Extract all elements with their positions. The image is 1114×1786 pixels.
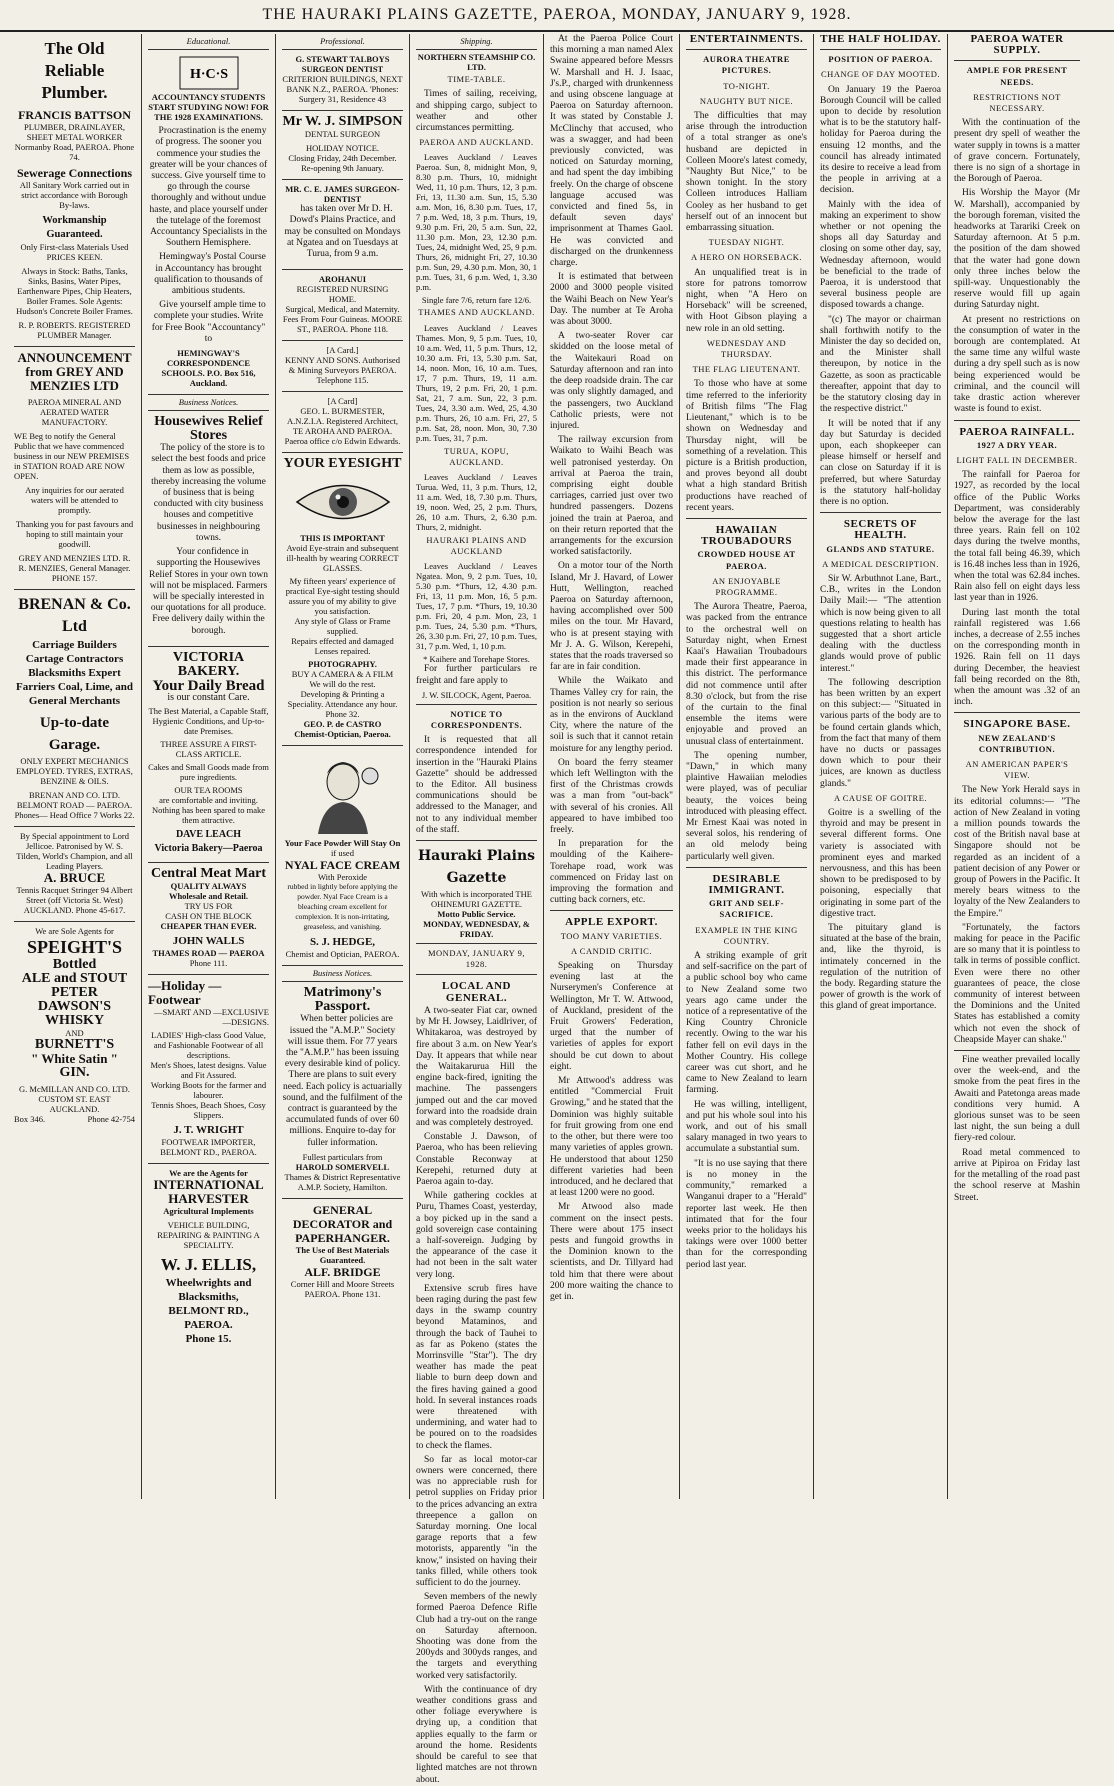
kenny-card: [A Card.] [326, 345, 359, 356]
announcement-heading: ANNOUNCEMENT from GREY AND MENZIES LTD [17, 350, 132, 393]
agents-text: We are the Agents for [169, 1167, 248, 1178]
enjoyable-heading: AN ENJOYABLE PROGRAMME. [712, 575, 781, 597]
housewives-text: The policy of the store is to select the best foods and price them as low as possible, thereby increasing the volume of business that is being conducted with city business houses and competitive businesses in neighbouring towns. [151, 443, 266, 543]
hcs-text: H·C·S [189, 67, 228, 83]
castro-name: GEO. P. de CASTRO [303, 719, 382, 730]
inquiries-text: Any inquiries for our aerated waters will be attended to promptly. [25, 485, 124, 515]
workmanship-text: Only First-class Materials Used PRICES KEEN. [20, 242, 129, 262]
singapore-heading: SINGAPORE BASE. [963, 718, 1071, 731]
position-heading: POSITION OF PAEROA. [828, 54, 933, 65]
mineral-text: PAEROA MINERAL AND AERATED WATER MANUFACTORY. [27, 397, 122, 427]
simpson-ad [282, 111, 403, 180]
accountancy-heading: ACCOUNTANCY STUDENTS START STUDYING NOW! FOR THE 1928 EXAMINATIONS. [148, 92, 269, 123]
hedge-lines: Chemist and Optician, PAEROA. [285, 949, 400, 960]
divider-12 [954, 420, 1080, 421]
tea-text: are comfortable and inviting. Nothing has been spared to make them attractive. [151, 794, 266, 825]
photography-heading: PHOTOGRAPHY. [308, 659, 377, 670]
tuesday-heading: TUESDAY NIGHT. [708, 237, 785, 248]
peroxide-text: With Peroxide [318, 872, 367, 883]
general-decorator: GENERAL DECORATOR and PAPERHANGER. [292, 1202, 393, 1245]
matrimony-heading: Matrimony's Passport. [303, 985, 382, 1015]
fullest-text: Fullest particulars from [302, 1151, 383, 1162]
motto-text: Motto Public Service. [437, 909, 516, 920]
tennis-text: Tennis Shoes, Beach Shoes, Cosy Slippers. [151, 1099, 266, 1120]
water-text-1: With the continuation of the present dry spell of weather the water supply in towns is a matter of grave concern. Fortunately, there is no sign of a shortage in the Borough of Paeroa. [954, 118, 1080, 185]
divider-9 [820, 49, 941, 50]
holiday-notice: HOLIDAY NOTICE. [305, 143, 380, 154]
apple-text-3: Mr Atwood also made comment on the insect pests. There were about 175 insect pests and fungoid growths in the Dominion known to the scientists, and Dr. Tillyard had told him that there were about 200 more waiting the chance to get in. [550, 1202, 673, 1302]
masthead [0, 0, 1114, 32]
kaihere-note: * Kaihere and Torehape Stores. [423, 654, 530, 665]
workmanship-heading: Workmanship Guaranteed. [42, 215, 107, 240]
times-text: Times of sailing, receiving, and shipping cargo, subject to weather and other circumstances permitting. [416, 89, 537, 134]
road-metal-text: Road metal commenced to arrive at Pipiroa on Friday last for the metalling of the road past the school reserve at Mashin Street. [954, 1147, 1080, 1203]
avoid-text: Avoid Eye-strain and subsequent ill-health by wearing CORRECT GLASSES. [286, 543, 399, 574]
ta-schedule: Leaves Auckland / Leaves Thames. Mon, 9, 5 p.m. Tues, 10, 10 a.m. Wed, 11, 5 p.m. Thurs, 12, 10.30 a.m. Fri, 13, 5.30 p.m. Sat, 14, noon. Mon, 16, 10 a.m. Tues, 17, 7 p.m. Thurs, 19, 11 a.m. Thurs, 19, 2 p.m. Fri, 20, 1 p.m. Sat, 21, 7 a.m. Sun, 22, 3 p.m. Tues, 24, 3.30 a.m. Wed, 25, 4.30 p.m. Thurs, 26, 10 a.m. Fri, 27, 5 p.m. Sat, 28, noon. Mon, 30, 7.30 p.m. Tues, 31, 7 p.m. [416, 322, 537, 443]
ha-schedule: Leaves Auckland / Leaves Ngatea. Mon, 9, 2 p.m. Tues, 10, 5.30 p.m. *Thurs, 12, 4.30 p.m. Fri, 13, 11 p.m. Mon, 16, 5 p.m. Tues, 17, 7 p.m. *Thurs, 19, 10.30 p.m. Fri, 20, 4 p.m. Mon, 23, 1 p.m. Tues, 24, 5.30 p.m. *Thurs, 26, 3.30 p.m. Fri, 27, 10 p.m. Tues, 31, 7 p.m. Wed, 1, 10 p.m. [416, 561, 537, 652]
repairs-text: Repairs effected and damaged Lenses repaired. [291, 636, 394, 657]
talboys-ad [282, 50, 403, 111]
dry-year-heading: 1927 A DRY YEAR. [976, 439, 1058, 450]
international-harvester: INTERNATIONAL HARVESTER [153, 1176, 264, 1206]
tea-heading: OUR TEA ROOMS [174, 784, 243, 795]
sewerage-heading: Sewerage Connections [17, 166, 132, 180]
example-heading: EXAMPLE IN THE KING COUNTRY. [695, 924, 798, 946]
notice-text: It is requested that all correspondence intended for insertion in the "Hauraki Plains Gazette" should be addressed to the Editor. All business communications should be addressed to the Manager, and not to any individual member of the staff. [416, 735, 537, 835]
section-business-2: Business Notices. [282, 966, 403, 982]
tk-schedule: Leaves Auckland / Leaves Turua. Wed, 11, 3 p.m. Thurs, 12, 11 a.m. Wed, 18, 7.30 p.m. Thurs, 19, noon. Wed, 25, 2 p.m. Thurs, 26, 10 a.m. Thurs, 2, 6.30 p.m. Thurs, 2, midnight. [416, 472, 537, 533]
arohanui-name: AROHANUI [318, 274, 367, 285]
excursion-text: The railway excursion from Waikato to Waihi Beach was well patronised yesterday. On arrival at Paeroa the train, comprising eight double carriages, carried just over two hundred passengers. Dozens joined the train at Paeroa, and on their return reported that the arrangements for the excursion worked satisfactorily. [550, 435, 673, 558]
column-8 [948, 34, 1086, 1499]
holiday-footwear: —Holiday —Footwear [148, 977, 222, 1007]
eye-illustration [293, 475, 393, 529]
white-satin-text: " White Satin " [31, 1051, 118, 1066]
cheaper-text: CHEAPER THAN EVER. [160, 920, 257, 931]
constant-care: is our constant Care. [167, 691, 250, 703]
column-5 [544, 34, 680, 1499]
light-heading: LIGHT FALL IN DECEMBER. [956, 454, 1078, 465]
surgical-text: Surgical, Medical, and Maternity. Fees From Four Guineas. MOORE ST., PAEROA. Phone 118. [282, 304, 403, 335]
peter-text: PETER DAWSON'S [37, 985, 112, 1014]
closing-text: Closing Friday, 24th December. Re-opening 9th January. [288, 153, 397, 174]
half-text-2: Mainly with the idea of making an experiment to show whether or not opening the shops all day Saturday and closing on some other day, say, Wednesday afternoon, would be beneficial to the trade of Paeroa, it is understood that several business people are disposed towards a change. [820, 199, 941, 311]
rainfall-text-1: The rainfall for Paeroa for 1927, as recorded by the local office of the Public Works Department, was considerably below the average for the last three years. Rain fell on 102 days during the twelve months, the total fall being 46.39, which is 16.48 inches less than in 1926, when the total was 62.84 inches. Rain also fell on eight days less last year than in 1926. [954, 470, 1080, 604]
column-1 [8, 34, 142, 1499]
secrets-text-1: Sir W. Arbuthnot Lane, Bart., C.B., writes in the London Daily Mail:— "The attention which is now being given to all questions relating to health has suggested that a short article dealing with the ductless glands would prove of public interest." [820, 573, 941, 674]
ladies-text: LADIES' High-class Good Value, and Fashionable Footwear of all descriptions. [151, 1029, 266, 1060]
postal-text: Hemingway's Postal Course in Accountancy has brought qualification to thousands of ambitious students. [154, 252, 266, 297]
single-fare: Single fare 7/6, return fare 12/6. [421, 295, 532, 306]
eyesight-heading: YOUR EYESIGHT [283, 456, 402, 472]
divider-10 [820, 512, 941, 513]
divider-5 [550, 910, 673, 911]
james-ad [282, 180, 403, 270]
plumber-title: The Old Reliable Plumber. [41, 39, 108, 102]
silcock-sig: J. W. SILCOCK, Agent, Paeroa. [421, 689, 532, 700]
paeroa-auckland: PAEROA AND AUCKLAND. [419, 137, 534, 148]
lady-illustration [298, 754, 388, 834]
ample-heading: AMPLE FOR PRESENT NEEDS. [966, 65, 1068, 87]
best-material: The Best Material, a Capable Staff, Hygienic Conditions, and Up-to-date Premises. [148, 705, 269, 736]
burmester-ad [282, 392, 403, 453]
thames-road: THAMES ROAD — PAEROA [152, 947, 265, 958]
thanking-text: Thanking you for past favours and hoping to still maintain your goodwill. [15, 519, 134, 549]
flag-heading: THE FLAG LIEUTENANT. [692, 364, 801, 375]
water-heading: PAEROA WATER SUPPLY. [970, 33, 1064, 57]
hcs-logo [179, 56, 239, 90]
naughty-heading: NAUGHTY BUT NICE. [699, 95, 794, 106]
rover-text: A two-seater Rover car skidded on the loose metal of the Waitekauri Road on Saturday afternoon and ran into the deep roadside drain. The car was only slightly damaged, and the passengers, two Auckland Catholic priests, were not injured. [550, 331, 673, 431]
thames-auckland: THAMES AND AUCKLAND. [418, 307, 535, 318]
thames-rep: Thames & District Representative A.M.P. Society, Hamilton. [284, 1171, 401, 1192]
local-heading: LOCAL AND GENERAL. [442, 980, 511, 1004]
victoria-bakery-sig: Victoria Bakery—Paeroa [154, 842, 263, 854]
eyesight-ad [282, 453, 403, 746]
bridge-address: Corner Hill and Moore Streets PAEROA. Phone 131. [290, 1278, 395, 1299]
section-professional: Professional. [282, 34, 403, 50]
simpson-title: DENTAL SURGEON [304, 129, 381, 140]
crowded-heading: CROWDED HOUSE AT PAEROA. [697, 549, 796, 571]
mens-text: Men's Shoes, latest designs. Value and Fit Assured. [150, 1059, 267, 1080]
cakes-text: Cakes and Small Goods made from pure ingredients. [148, 761, 269, 782]
half-text-1: On January 19 the Paeroa Borough Council will be called upon to decide by resolution what is to be the statutory half-holiday for Paeroa during the ensuing 12 months, and the council has already intimated its desire to receive a lead from the people in arriving at a decision. [820, 84, 941, 196]
road-text: In preparation for the moulding of the Kaihere-Torehape road, work was commenced on Friday last on improving the formation and cutting back corners, etc. [550, 839, 673, 906]
hero-text: An unqualified treat is in store for patrons tomorrow night, when "A Hero on Horseback" will be screened, with Hoot Gibson playing a new role in an old setting. [686, 267, 807, 334]
singapore-text-2: "Fortunately, the factors making for peace in the Pacific are so many that it is pointless to talk in terms of possible conflict. Even were there no other guarantees of peace, the close community of interest between the Dominions and the United States has established a comity which not even the shock of Cheapside Mayer can shake." [954, 922, 1080, 1045]
buy-text: BUY A CAMERA & A FILM [291, 669, 394, 680]
we-beg-text: WE Beg to notify the General Public that we have commenced business in our NEW PREMISES in STATION ROAD ARE NOW OPEN. [14, 431, 130, 481]
meat-ad [148, 863, 269, 975]
change-heading: CHANGE OF DAY MOOTED. [821, 69, 940, 80]
smart-designs: —SMART AND —EXCLUSIVE —DESIGNS. [153, 1006, 269, 1027]
secrets-heading: SECRETS OF HEALTH. [843, 518, 918, 542]
bottled-text: Bottled [52, 957, 97, 972]
style-text: Any style of Glass or Frame supplied. [294, 616, 391, 637]
ale-text: ALE and STOUT [21, 971, 128, 986]
divider-6 [686, 49, 807, 50]
gin-text: GIN. [59, 1065, 90, 1080]
powder-text: Your Face Powder Will Stay On [284, 838, 401, 849]
half-text-4: It will be noted that if any day but Saturday is decided upon, each shopkeeper can please himself or herself and can close on Saturday if it is preferred, but where Saturday is the statutory half-holiday there is no option. [820, 418, 941, 507]
goitre-text-2: The pituitary gland is situated at the base of the brain, and, like the thyroid, is intimately concerned in the regulation of the nutrition of the body. Regarding stature the power of growth is the work of this gland of great importance. [820, 923, 941, 1012]
hawaiian-text-2: The opening number, "Dawn," in which many plaintive Hawaiian melodies were played, was of peculiar beauty, the voices being introduced with pleasing effect. Mr Ernest Kaai was noted in several solos, his rendering of an old melody being particularly well given. [686, 750, 807, 862]
water-text-2: His Worship the Mayor (Mr W. Marshall), accompanied by the borough foreman, visited the headworks at Tarariki Creek on Saturday afternoon. At 5 p.m. the position of the dam showed that the water had gone down only three inches below the spill-way. Unquestionably the reserve would fill up again during Saturday night. [954, 188, 1080, 311]
and-text: AND [65, 1028, 84, 1038]
rain-text: While the Waikato and Thames Valley cry for rain, the position is not nearly so serious as in the environs of Auckland City, where the nature of the soil is such that it cannot retain moisture for any lengthy period. [550, 676, 673, 754]
bruce-intro: By Special appointment to Lord Jellicoe. Patronised by W. S. Tilden, World's Champion, and all Leading Players. [16, 831, 133, 871]
box-text: Box 346. [14, 1114, 46, 1124]
garage-text: ONLY EXPERT MECHANICS EMPLOYED. TYRES, EXTRAS, BENZINE & OILS. [16, 756, 133, 786]
speights-intro: We are Sole Agents for [35, 926, 114, 936]
we-do-text: We will do the rest. [309, 679, 376, 690]
burmester-text: GEO. L. BURMESTER, A.N.Z.I.A. Registered Architect, TE AROHA AND PAEROA. Paeroa office c/o Edwin Edwards. [284, 406, 401, 447]
desirable-heading: DESIRABLE IMMIGRANT. [708, 872, 785, 897]
naughty-text: The difficulties that may arise through the introduction of a total stranger as one's husband are depicted in Colleen Moore's latest comedy, "Naughty But Nice," to be shown tonight. In the story Colleen introduces Halliam Cooley as her husband to get herself out of an innocent but embarrassing situation. [686, 111, 807, 234]
divider-13 [954, 712, 1080, 713]
footwear-ad [148, 975, 269, 1164]
aurora-heading: AURORA THEATRE PICTURES. [703, 54, 790, 76]
bruce-ad [14, 827, 135, 922]
local-text-2: Constable J. Dawson, of Paeroa, who has been relieving Constable Reconway at Kerepehi, returned duty at Paeroa again to-day. [416, 1132, 537, 1187]
try-text: TRY US FOR [184, 900, 233, 911]
kenny-text: KENNY AND SONS. Authorised & Mining Surveyors PAEROA. Telephone 115. [285, 355, 400, 386]
motor-tour-text: On a motor tour of the North Island, Mr J. Havard, of Lower Hutt, Wellington, reached Paeroa on Saturday afternoon, having accomplished over 500 miles on the tour. Mr Havard, who is at present staying with Mr J. A. G. Wilson, Kerepehi, states that the roads traversed so far are in fair condition. [550, 561, 673, 673]
entertainments-heading: ENTERTAINMENTS. [689, 33, 804, 45]
stock-text: Always in Stock: Baths, Tanks, Sinks, Basins, Water Pipes, Earthenware Pipes, Chip Heaters, Boiler Frames. Sole Agents: Hudson's Concrete Boiler Frames. [16, 266, 133, 316]
divider-2 [416, 840, 537, 841]
housewives-text-2: Your confidence in supporting the Housewives Relief Stores in your own town will not be misplaced. Farmers will be specially interested in our quotations for all produce. Free delivery daily within the borough. [148, 547, 268, 636]
agricultural-text: Agricultural Implements [163, 1205, 254, 1216]
nyal-name: NYAL FACE CREAM [284, 858, 401, 873]
hedge-name: S. J. HEDGE, [309, 936, 376, 949]
wheelwrights-text: Wheelwrights and Blacksmiths, [165, 1276, 252, 1303]
simpson-name: Mr W. J. SIMPSON [282, 114, 403, 130]
half-text-3: "(c) The mayor or chairman shall forthwith notify to the Minister the day so decided on, and the Minister shall thereupon, by notice in the Gazette, as soon as practicable thereafter, appoint that day to be the statutory closing day in the respective district." [820, 314, 941, 415]
divider-11 [954, 60, 1080, 61]
local-text-7: With the continuance of dry weather conditions grass and other foliage everywhere is drying up, a condition that applies equally to the farm or around the home. Residents should be careful to see that lighted matches are not thrown about. [416, 1684, 537, 1785]
grit-heading: GRIT AND SELF-SACRIFICE. [709, 898, 784, 920]
bakery-ad [148, 647, 269, 863]
rainfall-heading: PAEROA RAINFALL. [959, 425, 1075, 438]
working-text: Working Boots for the farmer and labourer. [150, 1079, 267, 1100]
varieties-heading: TOO MANY VARIETIES. [560, 930, 663, 941]
column-2 [142, 34, 276, 1499]
housewives-heading: Housewives Relief Stores [154, 414, 263, 444]
speights-name: SPEIGHT'S [26, 937, 123, 957]
procrastination-text: Procrastination is the enemy of progress. The sooner you commence your studies the greater will be your chances of success. Give yourself time to go through the course thoroughly and without undue haste, and place yourself under the tutelage of the foremost Accountancy Specialists in the Southern Hemisphere. [149, 126, 268, 249]
chemist-text: Chemist-Optician, Paeroa. [294, 729, 391, 740]
housewives-ad [148, 411, 269, 646]
dave-leach: DAVE LEACH [175, 828, 242, 840]
burmester-card: [A Card] [327, 396, 358, 407]
section-educational: Educational. [148, 34, 269, 50]
tonight-heading: TO-NIGHT. [723, 80, 770, 91]
ellis-ad [148, 1164, 269, 1352]
hemingway-address: HEMINGWAY'S CORRESPONDENCE SCHOOLS. P.O. Box 516, Auckland. [161, 348, 256, 389]
garage-heading: Up-to-date Garage. [39, 715, 110, 753]
three-assure: THREE ASSURE A FIRST-CLASS ARTICLE. [160, 738, 257, 759]
timetable-heading: TIME-TABLE. [447, 74, 506, 85]
local-text-5: So far as local motor-car owners were concerned, there was no appreciable rush for petrol supplies on Friday prior to the prices advancing an extra threepence a gallon on Saturday morning. One local garage reports that a few motorists, apparently "in the know," insisted on having their tanks filled, while others took sufficient to do the journey. [416, 1454, 537, 1589]
developing-text: Developing & Printing a Speciality. Attendance any hour. Phone 32. [287, 689, 398, 720]
victoria-heading: VICTORIA BAKERY. [172, 649, 245, 679]
candid-heading: A CANDID CRITIC. [571, 945, 652, 956]
divider-8 [686, 867, 807, 868]
daily-bread: Your Daily Bread [152, 677, 265, 694]
quality-text: QUALITY ALWAYS [170, 880, 247, 891]
nursing-home: REGISTERED NURSING HOME. [296, 284, 389, 305]
glands-heading: GLANDS AND STATURE. [826, 543, 935, 554]
apple-heading: APPLE EXPORT. [565, 916, 658, 929]
goitre-heading: A CAUSE OF GOITRE. [833, 792, 928, 803]
vehicle-text: VEHICLE BUILDING, REPAIRING & PAINTING A SPECIALITY. [157, 1219, 260, 1250]
turua-kopu: TURUA, KOPU, AUCKLAND. [444, 445, 509, 467]
phone-text: Phone 42-754 [87, 1114, 135, 1124]
burnetts-text: BURNETT'S [34, 1037, 115, 1052]
column-7 [814, 34, 948, 1499]
nyal-ad [282, 746, 403, 966]
dateline: MONDAY, JANUARY 9, 1928. [427, 948, 525, 970]
talboys-name: G. STEWART TALBOYS SURGEON DENTIST [295, 54, 390, 75]
ferry-text: On board the ferry steamer which left Wellington with the first of the Christmas crowds was a man from "out-back" with several of his cronies. All appeared to have imbibed too freely. [550, 757, 673, 836]
desirable-text-1: A striking example of grit and self-sacrifice on the part of a public school boy who came to New Zealand some two years ago came under the notice of a representative of the King Country Chronicle recently. Owing to the war his father fell on evil days in the Mother Country. His college career was cut short, and he came to New Zealand to learn farming. [686, 951, 807, 1096]
singapore-text-1: The New York Herald says in its editorial columns:— "The action of New Zealand in voting a million pounds towards the cost of the British naval base at Singapore should not be regarded as an incident of a patient decision of any Power or group of Powers in the Pacific. It merely bears witness to the loyalty of the New Zealanders to the Empire." [954, 785, 1080, 919]
goitre-text-1: Goitre is a swelling of the thyroid and may be present in several different forms. One variety is associated with prominent eyes and marked nervousness, and this has been shown to be predisposed to by poisoning, especially that originating in some part of the digestive tract. [820, 808, 941, 919]
speights-ad [14, 922, 135, 1130]
gazette-title: Hauraki Plains Gazette [417, 848, 536, 887]
plumber-lines: PLUMBER, DRAINLAYER, SHEET METAL WORKER Normanby Road, PAEROA. Phone 74. [14, 122, 135, 162]
rainfall-text-2: During last month the total rainfall registered was 1.66 inches, a decrease of 2.55 inches on the corresponding month in 1926. Rain fell on 11 days during December, the heaviest fall being recorded on the 8th, when the amount was .32 of an inch. [954, 607, 1080, 708]
local-text-6: Seven members of the newly formed Paeroa Defence Rifle Club had a try-out on the range on Saturday afternoon. Shooting was done from the 200yds and 300yds ranges, and the targets and everything worked very satisfactorily. [416, 1592, 537, 1681]
section-business: Business Notices. [148, 395, 269, 411]
fee-text: Give yourself ample time to complete your studies. Write for Free Book "Accountancy" to [151, 300, 266, 344]
use-best: The Use of Best Materials Guaranteed. [295, 1244, 390, 1265]
wholesale-text: Wholesale and Retail. [168, 890, 249, 901]
medical-heading: A MEDICAL DESCRIPTION. [822, 558, 939, 569]
john-walls: JOHN WALLS [172, 934, 245, 947]
desirable-text-3: "It is no use saying that there is no money in the community," remarked a Wanganui draper to a "Herald" reporter last week. He then intimated that for the four weeks prior to the holidays his takings were over 1000 better than for the corresponding period last year. [686, 1158, 807, 1270]
divider-4 [416, 974, 537, 975]
somervell-name: HAROLD SOMERVELL [295, 1161, 390, 1172]
days-text: MONDAY, WEDNESDAY, & FRIDAY. [423, 919, 530, 940]
kenny-ad [282, 341, 403, 392]
apple-text-1: Speaking on Thursday evening last at the Nurserymen's Conference at Wellington, Mr T. W. Attwood, of Auckland, president of the Fruit Growers' Federation, urged that the number of varieties of apples for export should be cut down to about eight. [550, 961, 673, 1072]
local-text-4: Extensive scrub fires have been raging during the past few days in the swamp country beyond Mataminos, and through the back of Tauhei to as far as Pokeno (states the Morrinsville "Star"). The dry weather has made the peat liable to burn deep down and the fires having gained a good hold. In several instances roads were threatened with undermining, and water had to be poured on to the roadsides to check the flames. [416, 1283, 537, 1451]
sewerage-text: All Sanitary Work carried out in strict accordance with Borough By-laws. [19, 180, 130, 210]
meat-phone: Phone 111. [189, 957, 228, 968]
important-text: THIS IS IMPORTANT [300, 533, 385, 544]
incorporated-text: With which is incorporated THE OHINEMURI GAZETTE. [421, 889, 532, 910]
meat-heading: Central Meat Mart [150, 865, 267, 881]
half-holiday-heading: THE HALF HOLIDAY. [820, 33, 941, 45]
divider-7 [686, 518, 807, 519]
local-text-1: A two-seater Fiat car, owned by Mr H. Jowsey, Laidlriver, of Whitakaroa, was destroyed by fire about 3 a.m. on New Year's Day. It appears that while near the Waitakarurua Hill the engine back-fired, igniting the machine. The passengers jumped out and the car moved forward into the roadside drain and was completely destroyed. [416, 1005, 537, 1128]
bruce-lines: Tennis Racquet Stringer 94 Albert Street (off Victoria St. West) AUCKLAND. Phone 45-617. [16, 885, 133, 915]
divider-3 [416, 943, 537, 944]
northern-heading: NORTHERN STEAMSHIP CO. LTD. [417, 52, 536, 73]
column-4 [410, 34, 544, 1785]
wright-name: J. T. WRIGHT [173, 1123, 244, 1136]
james-text: has taken over Mr D. H. Dowd's Plains Practice, and may be consulted on Mondays at Ngatea and on Tuesdays at Turua, from 9 a.m. [284, 204, 401, 260]
mcmillan-contact [14, 1114, 135, 1124]
brenan-lines: Carriage Builders Cartage Contractors Blacksmiths Expert Farriers Coal, Lime, and General Merchants [15, 639, 133, 707]
ellis-phone: Phone 15. [185, 1332, 232, 1345]
plumber-name: FRANCIS BATTSON [18, 108, 131, 122]
pa-schedule: Leaves Auckland / Leaves Paeroa. Sun, 8, midnight Mon, 9, 8.30 p.m. Thurs, 10, midnight Wed, 11, 10 p.m. Thurs, 12, 3 p.m. Fri, 13, 11.30 a.m. Sun, 15, 5.30 a.m. Mon, 16, 8.30 p.m. Tues, 17, 7 p.m. Wed, 18, 3 p.m. Thurs, 19, 9.30 p.m. Fri, 20, 5 a.m. Sun, 22, 11.30 p.m. Mon, 23, 12.30 p.m. Tues, 24, midnight Wed, 25, 9 p.m. Thurs, 26, midnight Fri, 27, 10.30 p.m. Sun, 29, 4.30 p.m. Mon, 30, 1 p.m. Tues, 31, 6 p.m. Wed, 1, 3.30 p.m. [416, 152, 537, 293]
bruce-name: A. BRUCE [43, 870, 106, 885]
james-name: MR. C. E. JAMES SURGEON-DENTIST [285, 184, 400, 205]
wednesday-heading: WEDNESDAY AND THURSDAY. [706, 337, 787, 360]
roberts-sig: R. P. ROBERTS. REGISTERED PLUMBER Manager. [18, 320, 131, 340]
arohanui-ad [282, 270, 403, 341]
divider-14 [954, 1050, 1080, 1051]
column-6 [680, 34, 814, 1499]
ellis-belmont: BELMONT RD., PAEROA. [168, 1304, 249, 1331]
desirable-text-2: He was willing, intelligent, and put his whole soul into his work, and out of his small salary managed in two years to accumulate a substantial sum. [686, 1099, 807, 1155]
contribution-heading: NEW ZEALAND'S CONTRIBUTION. [978, 732, 1056, 754]
apple-text-2: Mr Attwood's address was entitled "Commercial Fruit Growing," and he stated that the Dominion was highly suitable for fruit growing from one end to the other, but there were too many varieties of apples grown. He understood that about 1250 different varieties had been introduced, and he declared that at least 1200 were no good. [550, 1076, 673, 1199]
talboys-address: CRITERION BUILDINGS, NEXT BANK N.Z., PAEROA. 'Phones: Surgery 31, Residence 43 [282, 74, 403, 105]
announcement-ad [14, 347, 135, 590]
brenan-signature: BRENAN AND CO. LTD. BELMONT ROAD — PAEROA. Phones— Head Office 7 Works 22. [14, 790, 135, 820]
column-3 [276, 34, 410, 1499]
cash-text: CASH ON THE BLOCK [165, 910, 252, 921]
matrimony-text: When better policies are issued the "A.M.P." Society will issue them. For 77 years the "A.M.P." has been issuing every desirable kind of policy. There are plans to suit every need. Each policy is actuarially sound, and the fulfilment of the contract is guaranteed by the accumulated funds of over 60 millions. Enquire to-day for fuller information. [282, 1014, 403, 1148]
whisky-text: WHISKY [44, 1013, 105, 1028]
nyal-text: rubbed in lightly before applying the powder. Nyal Face Cream is a bleaching cream excellent for complexion. It is non-irritating, greaseless, and vanishing. [287, 882, 398, 932]
beach-text: It is estimated that between 2000 and 3000 people visited the Waihi Beach on New Year's Day. The number at Te Aroha was about 3000. [550, 272, 673, 328]
experience-text: My fifteen years' experience of practical Eye-sight testing should assure you of my ability to give you satisfaction. [285, 576, 400, 617]
hawaiian-text-1: The Aurora Theatre, Paeroa, was packed from the entrance to the orchestral well on Saturday night, when Ernest Kaai's Hawaiian Troubadours made their first appearance in this district. The performance did not commence until after 8.30 o'clock, but from the rise of the curtain to the final ensemble the items were enjoyable and proved an unusual class of entertainment. [686, 602, 807, 747]
brenan-ad [14, 590, 135, 827]
amp-ad [282, 982, 403, 1198]
ellis-name: W. J. ELLIS, [160, 1254, 257, 1274]
brenan-heading: BRENAN & Co. Ltd [18, 596, 131, 635]
singapore-text-3: Fine weather prevailed locally over the week-end, and the smoke from the peat fires in the Awaiti and Patetonga areas made conditions very humid. A glorious sunset was to be seen last night, the sun being a dull fiery-red colour. [954, 1055, 1080, 1144]
columns [8, 33, 1106, 1785]
court-text: At the Paeroa Police Court this morning a man named Alex Swaine appeared before Messrs W. Marshall and H. J. Isaac, J's.P., charged with drunkenness and using obscene language at Paeroa on Saturday afternoon. It was stated by Constable J. McClinchy that accused, who was a swagger, and had been previously convicted, was noticed on Saturday morning, and had spent the day imbibing freely. On the charge of obscene language accused was convicted and fined 5s, in default seven days' imprisonment at Thames Gaol. He was convicted and discharged on the drunkenness charge. [550, 34, 673, 269]
bridge-name: ALF. BRIDGE [304, 1264, 381, 1279]
hemingway-ad [148, 50, 269, 395]
section-shipping: Shipping. [416, 34, 537, 50]
notice-heading: NOTICE TO CORRESPONDENTS. [430, 708, 523, 731]
if-used: if used [331, 848, 354, 859]
grey-signature: GREY AND MENZIES LTD. R. R. MENZIES, General Manager. PHONE 157. [18, 553, 131, 583]
wright-lines: FOOTWEAR IMPORTER, BELMONT RD., PAEROA. [160, 1136, 257, 1157]
plumber-ad [14, 34, 135, 347]
masthead-title: THE HAURAKI PLAINS GAZETTE, PAEROA, MONDAY, JANUARY 9, 1928. [262, 6, 852, 23]
flag-text: To those who have at some time referred to the inferiority of British films "The Flag Lieutenant," which is to be shown on Wednesday and Thursday night, will be something of a revelation. This picture is a British production, and proves beyond all doubt what a high standard British productions have reached of recent years. [686, 379, 807, 513]
divider [416, 704, 537, 705]
secrets-text-2: The following description has been written by an expert on this subject:— "Situated in various parts of the body are to be found certain glands which, from the fact that many of them have no ducts or passages down which to pour their juices, are known as ductless glands." [820, 677, 941, 789]
local-text-3: While gathering cockles at Puru, Thames Coast, yesterday, a boy picked up in the sand a gold sovereign case containing a half-sovereign. Judging by the appearance of the case it had not been in the salt water very long. [416, 1191, 537, 1280]
hero-heading: A HERO ON HORSEBACK. [690, 252, 803, 263]
mcmillan-text: G. McMILLAN AND CO. LTD. CUSTOM ST. EAST AUCKLAND. [19, 1084, 130, 1114]
hawaiian-heading: HAWAIIAN TROUBADOURS [700, 523, 793, 548]
restrictions-heading: RESTRICTIONS NOT NECESSARY. [973, 91, 1061, 114]
hauraki-auckland: HAURAKI PLAINS AND AUCKLAND [426, 535, 527, 557]
bridge-ad [282, 1199, 403, 1305]
american-heading: AN AMERICAN PAPER'S VIEW. [965, 758, 1069, 781]
further-text: For further particulars re freight and fare apply to [416, 664, 537, 686]
water-text-3: At present no restrictions on the consumption of water in the borough are contemplated. At the same time any wilful waste during a dry spell such as is now being experienced would be criminal, and the council will take drastic action wherever waste is found to exist. [954, 314, 1080, 415]
